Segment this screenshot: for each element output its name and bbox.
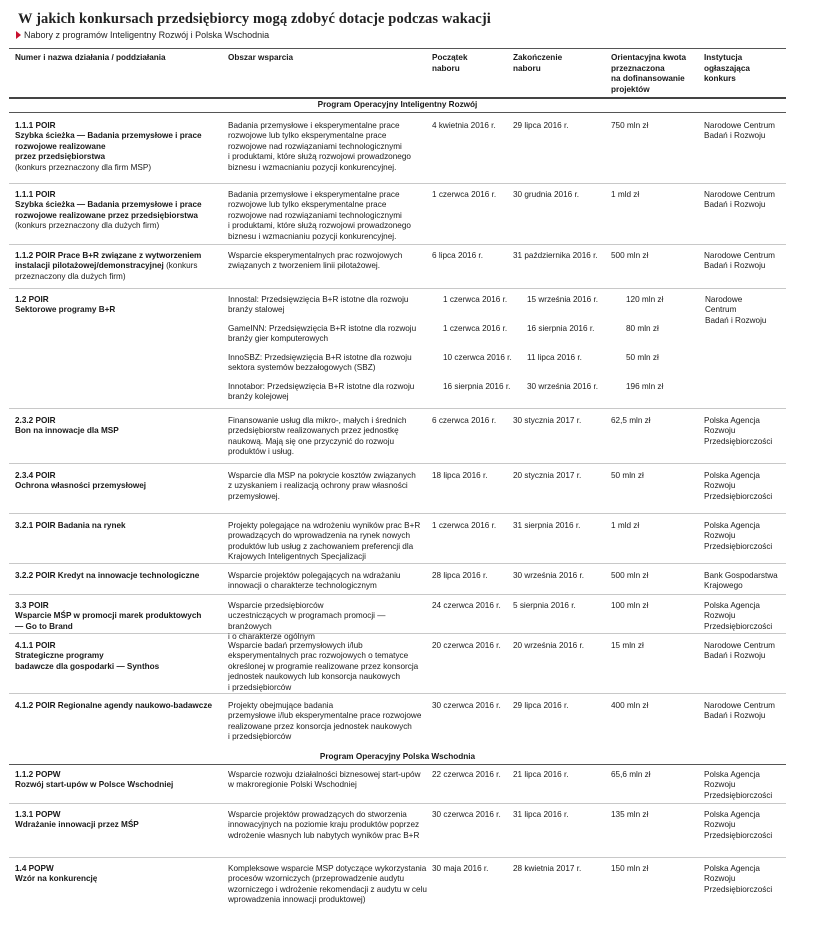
page-subtitle (16, 30, 269, 40)
triangle-bullet-icon (16, 31, 21, 39)
row-name-code: 3.2.2 POIR Kredyt na innowacje technologiczne (15, 571, 200, 580)
row-end-date: 28 kwietnia 2017 r. (513, 864, 582, 873)
row-institution: Polska Agencja Rozwoju Przedsiębiorczości (704, 416, 773, 446)
header-area: Obszar wsparcia (228, 53, 294, 62)
sub-area: Innotabor: Przedsięwzięcia B+R istotne dla rozwoju branży kolejowej (228, 382, 415, 402)
row-start-date: 30 czerwca 2016 r. (432, 810, 501, 819)
row-name-note: (konkurs przeznaczony dla firm MSP) (15, 162, 152, 172)
row-area: Wsparcie badań przemysłowych i/lub eksperymentalnych prac rozwojowych o tematyce określonej w programie realizowane przez konsorcja jednostek naukowych lub konsorcja naukowych i przedsiębiorców (228, 641, 419, 692)
sub-amount: 80 mln zł (626, 324, 659, 333)
row-institution: Narodowe Centrum Badań i Rozwoju (705, 295, 767, 325)
row-name (15, 295, 220, 316)
section-title-popw: Program Operacyjny Polska Wschodnia (319, 752, 476, 761)
row-end-date: 31 października 2016 r. (513, 251, 598, 260)
row-amount: 50 mln zł (611, 471, 644, 480)
header-name: Numer i nazwa działania / poddziałania (15, 53, 166, 62)
row-end-date: 31 sierpnia 2016 r. (513, 521, 581, 530)
row-name (15, 641, 220, 672)
section-rule-poir (9, 112, 786, 113)
row-name-code: 1.1.1 POIR Szybka ścieżka — Badania przemysłowe i prace rozwojowe realizowane przez przedsiębiorstwa (15, 121, 202, 162)
row-start-date: 20 czerwca 2016 r. (432, 641, 501, 650)
sub-start-date: 1 czerwca 2016 r. (443, 324, 508, 333)
row-amount: 15 mln zł (611, 641, 644, 650)
row-amount: 1 mld zł (611, 190, 640, 199)
row-end-date: 30 grudnia 2016 r. (513, 190, 580, 199)
row-end-date: 20 stycznia 2017 r. (513, 471, 582, 480)
row-name-code: 2.3.4 POIR Ochrona własności przemysłowej (15, 471, 147, 491)
row-divider (9, 563, 786, 564)
row-area: Wsparcie rozwoju działalności biznesowej start-upów w makroregionie Polski Wschodniej (228, 770, 421, 790)
row-area: Projekty polegające na wdrożeniu wyników prac B+R prowadzących do wprowadzenia na rynek nowych produktów lub usług z zachowaniem preferencji dla Krajowych Inteligentnych Specjalizacji (228, 521, 421, 562)
row-amount: 500 mln zł (611, 251, 649, 260)
sub-area: InnoSBZ: Przedsięwzięcia B+R istotne dla rozwoju sektora systemów bezzałogowych (SBZ) (228, 353, 412, 373)
sub-end-date: 30 września 2016 r. (527, 382, 599, 391)
row-institution: Polska Agencja Rozwoju Przedsiębiorczości (704, 810, 773, 840)
sub-start-date: 16 sierpnia 2016 r. (443, 382, 511, 391)
row-divider (9, 857, 786, 858)
row-name (15, 521, 220, 531)
row-name (15, 121, 220, 173)
row-institution: Polska Agencja Rozwoju Przedsiębiorczości (704, 471, 773, 501)
row-institution: Narodowe Centrum Badań i Rozwoju (704, 641, 775, 661)
sub-end-date: 11 lipca 2016 r. (527, 353, 582, 362)
row-name-code: 1.2 POIR Sektorowe programy B+R (15, 295, 116, 315)
header-end: Zakończenie naboru (513, 53, 563, 73)
row-name (15, 810, 220, 831)
row-institution: Narodowe Centrum Badań i Rozwoju (704, 251, 775, 271)
page-title: W jakich konkursach przedsiębiorcy mogą zdobyć dotacje podczas wakacji (18, 11, 491, 27)
row-amount: 65,6 mln zł (611, 770, 651, 779)
row-start-date: 22 czerwca 2016 r. (432, 770, 501, 779)
sub-amount: 50 mln zł (626, 353, 659, 362)
row-name (15, 601, 220, 632)
row-name (15, 770, 220, 791)
row-end-date: 29 lipca 2016 r. (513, 701, 569, 710)
header-bottom-rule (9, 97, 786, 99)
sub-amount: 120 mln zł (626, 295, 664, 304)
row-divider (9, 408, 786, 409)
row-institution: Polska Agencja Rozwoju Przedsiębiorczości (704, 521, 773, 551)
row-area: Wsparcie dla MSP na pokrycie kosztów związanych z uzyskaniem i realizacją ochrony praw własności przemysłowej. (228, 471, 416, 501)
row-area: Wsparcie eksperymentalnych prac rozwojowych związanych z tworzeniem linii pilotażowej. (228, 251, 403, 271)
row-end-date: 30 stycznia 2017 r. (513, 416, 582, 425)
row-amount: 100 mln zł (611, 601, 649, 610)
row-institution: Narodowe Centrum Badań i Rozwoju (704, 121, 775, 141)
row-start-date: 1 czerwca 2016 r. (432, 521, 497, 530)
row-name (15, 251, 220, 282)
row-name-code: 2.3.2 POIR Bon na innowacje dla MSP (15, 416, 119, 436)
row-area: Kompleksowe wsparcie MSP dotyczące wykorzystania procesów wzorniczych (przeprowadzenie audytu wzorniczego i wdrożenie rekomendacji z audytu w celu wprowadzenia innowacji produktowej) (228, 864, 427, 905)
row-institution: Polska Agencja Rozwoju Przedsiębiorczości (704, 770, 773, 800)
sub-area: Innostal: Przedsięwzięcia B+R istotne dla rozwoju branży stalowej (228, 295, 409, 315)
row-institution: Narodowe Centrum Badań i Rozwoju (704, 701, 775, 721)
row-end-date: 30 września 2016 r. (513, 571, 585, 580)
row-name-note: (konkurs przeznaczony dla dużych firm) (15, 221, 160, 231)
row-institution: Polska Agencja Rozwoju Przedsiębiorczości (704, 601, 773, 631)
row-name (15, 471, 220, 492)
row-name (15, 864, 220, 885)
row-amount: 400 mln zł (611, 701, 649, 710)
row-area: Wsparcie przedsiębiorców uczestniczących w programach promocji — branżowych i o charakterze ogólnym (228, 601, 386, 642)
section-rule-popw (9, 764, 786, 765)
row-name-code: 3.2.1 POIR Badania na rynek (15, 521, 126, 530)
row-end-date: 21 lipca 2016 r. (513, 770, 569, 779)
row-divider (9, 244, 786, 245)
row-name (15, 701, 220, 711)
row-end-date: 20 września 2016 r. (513, 641, 585, 650)
row-area: Badania przemysłowe i eksperymentalne prace rozwojowe lub tylko eksperymentalne prace rozwojowe nad rozwiązaniami technologicznymi i produktami, które służą rozwojowi prowadzonego biznesu i wzmacnianiu pozycji konkurencyjnej. (228, 190, 411, 241)
row-end-date: 5 sierpnia 2016 r. (513, 601, 576, 610)
row-name (15, 190, 220, 232)
row-name (15, 571, 220, 581)
row-institution: Bank Gospodarstwa Krajowego (704, 571, 778, 591)
subtitle-text: Nabory z programów Inteligentny Rozwój i Polska Wschodnia (24, 30, 270, 40)
row-amount: 150 mln zł (611, 864, 649, 873)
row-start-date: 28 lipca 2016 r. (432, 571, 488, 580)
row-area: Wsparcie projektów polegających na wdrażaniu innowacji o charakterze technologicznym (228, 571, 401, 591)
row-institution: Polska Agencja Rozwoju Przedsiębiorczości (704, 864, 773, 894)
row-divider (9, 803, 786, 804)
row-start-date: 30 maja 2016 r. (432, 864, 489, 873)
row-end-date: 31 lipca 2016 r. (513, 810, 569, 819)
row-name-code: 3.3 POIR Wsparcie MŚP w promocji marek produktowych — Go to Brand (15, 601, 202, 631)
row-amount: 750 mln zł (611, 121, 649, 130)
row-name-note: (konkurs przeznaczony dla dużych firm) (15, 261, 198, 281)
sub-start-date: 10 czerwca 2016 r. (443, 353, 512, 362)
row-divider (9, 513, 786, 514)
header-amount: Orientacyjna kwota przeznaczona na dofinansowanie projektów (611, 53, 687, 94)
row-name-code: 1.1.1 POIR Szybka ścieżka — Badania przemysłowe i prace rozwojowe realizowane przez przedsiębiorstwa (15, 190, 202, 220)
row-name-code: 1.4 POPW Wzór na konkurencję (15, 864, 98, 884)
row-name-code: 1.1.2 POIR Prace B+R związane z wytworzeniem instalacji pilotażowej/demonstracyjnej (15, 251, 202, 271)
row-start-date: 18 lipca 2016 r. (432, 471, 488, 480)
row-divider (9, 594, 786, 595)
row-amount: 1 mld zł (611, 521, 640, 530)
row-name (15, 416, 220, 437)
row-name-code: 4.1.2 POIR Regionalne agendy naukowo-badawcze (15, 701, 213, 710)
row-name-code: 1.3.1 POPW Wdrażanie innowacji przez MŚP (15, 810, 139, 830)
row-divider (9, 288, 786, 289)
row-amount: 500 mln zł (611, 571, 649, 580)
row-area: Badania przemysłowe i eksperymentalne prace rozwojowe lub tylko eksperymentalne prace rozwojowe nad rozwiązaniami technologicznymi i produktami, które służą rozwojowi prowadzonego biznesu i wzmacnianiu pozycji konkurencyjnej. (228, 121, 411, 172)
sub-end-date: 15 września 2016 r. (527, 295, 599, 304)
header-institution: Instytucja ogłaszająca konkurs (704, 53, 750, 83)
row-start-date: 1 czerwca 2016 r. (432, 190, 497, 199)
row-amount: 135 mln zł (611, 810, 649, 819)
row-divider (9, 693, 786, 694)
header-top-rule (9, 48, 786, 49)
sub-end-date: 16 sierpnia 2016 r. (527, 324, 595, 333)
sub-area: GameINN: Przedsięwzięcia B+R istotne dla rozwoju branży gier komputerowych (228, 324, 417, 344)
row-end-date: 29 lipca 2016 r. (513, 121, 569, 130)
row-name-code: 1.1.2 POPW Rozwój start-upów w Polsce Wschodniej (15, 770, 174, 790)
row-area: Wsparcie projektów prowadzących do stworzenia innowacyjnych na poziomie kraju produktów poprzez wdrożenie własnych lub nabytych wyników prac B+R (228, 810, 420, 840)
row-start-date: 6 czerwca 2016 r. (432, 416, 497, 425)
row-area: Projekty obejmujące badania przemysłowe i/lub eksperymentalne prace rozwojowe realizowane przez konsorcja jednostek naukowych i przedsiębiorców (228, 701, 422, 742)
row-start-date: 4 kwietnia 2016 r. (432, 121, 496, 130)
row-start-date: 6 lipca 2016 r. (432, 251, 483, 260)
sub-amount: 196 mln zł (626, 382, 664, 391)
row-start-date: 30 czerwca 2016 r. (432, 701, 501, 710)
row-amount: 62,5 mln zł (611, 416, 651, 425)
row-name-code: 4.1.1 POIR Strategiczne programy badawcze dla gospodarki — Synthos (15, 641, 160, 671)
row-institution: Narodowe Centrum Badań i Rozwoju (704, 190, 775, 210)
row-divider (9, 183, 786, 184)
section-title-poir: Program Operacyjny Inteligentny Rozwój (317, 100, 478, 109)
row-area: Finansowanie usług dla mikro-, małych i średnich przedsiębiorstw realizowanych przez jednostkę naukową. Mają się one przyczynić do rozwoju produktów i usług. (228, 416, 407, 457)
header-start: Początek naboru (432, 53, 468, 73)
row-divider (9, 463, 786, 464)
sub-start-date: 1 czerwca 2016 r. (443, 295, 508, 304)
row-start-date: 24 czerwca 2016 r. (432, 601, 501, 610)
